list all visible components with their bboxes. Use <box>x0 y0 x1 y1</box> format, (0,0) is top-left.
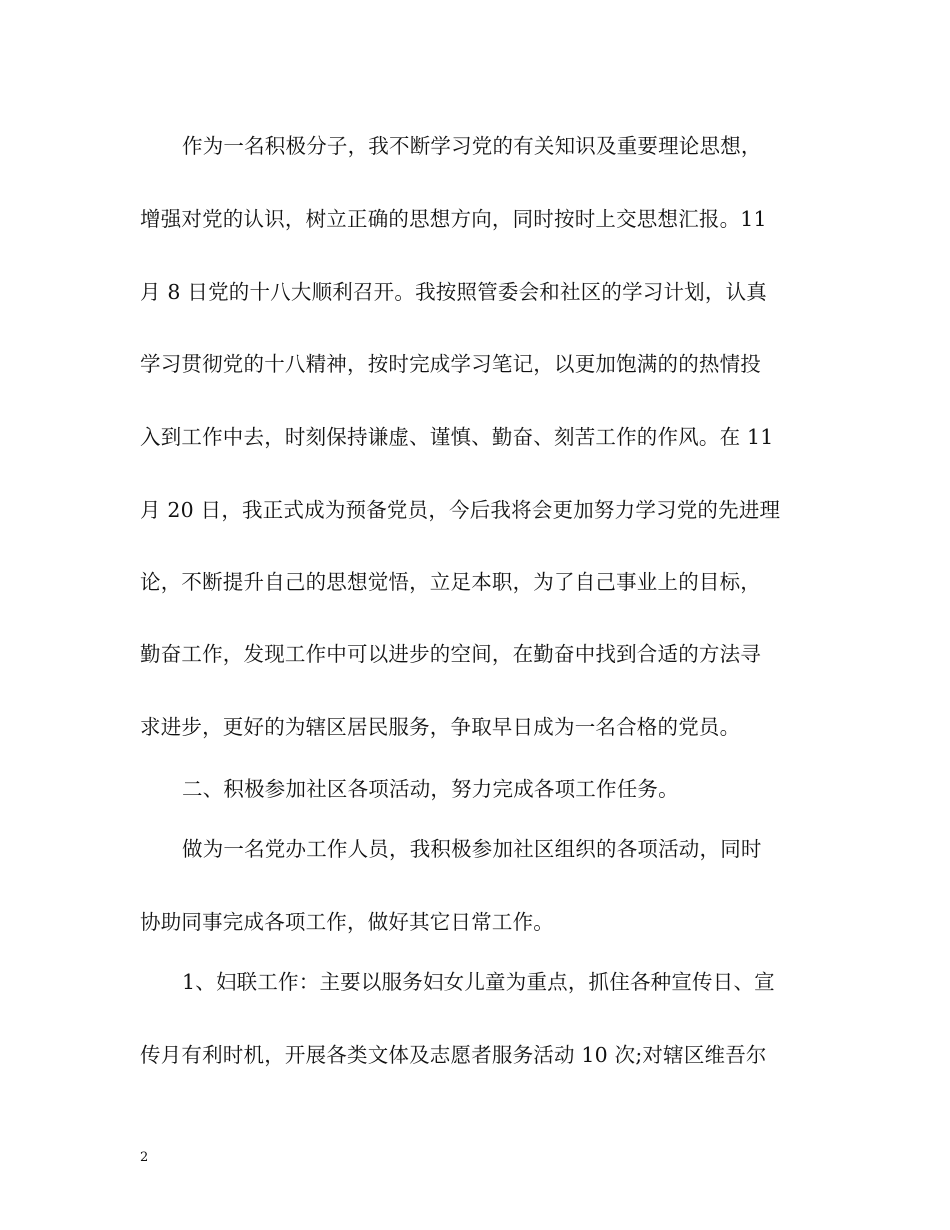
paragraph-line: 传月有利时机，开展各类文体及志愿者服务活动 10 次;对辖区维吾尔 <box>140 1043 767 1067</box>
paragraph-line: 勤奋工作，发现工作中可以进步的空间，在勤奋中找到合适的方法寻 <box>140 642 761 666</box>
paragraph-line: 月 20 日，我正式成为预备党员，今后我将会更加努力学习党的先进理 <box>140 498 781 522</box>
paragraph-line: 论，不断提升自己的思想觉悟，立足本职，为了自己事业上的目标， <box>140 570 761 594</box>
paragraph-line: 入到工作中去，时刻保持谦虚、谨慎、勤奋、刻苦工作的作风。在 11 <box>140 425 774 449</box>
paragraph-line: 学习贯彻党的十八精神，按时完成学习笔记，以更加饱满的的热情投 <box>140 352 761 376</box>
paragraph-line: 作为一名积极分子，我不断学习党的有关知识及重要理论思想， <box>182 134 762 158</box>
paragraph-line: 月 8 日党的十八大顺利召开。我按照管委会和社区的学习计划，认真 <box>140 280 767 304</box>
paragraph-line: 协助同事完成各项工作，做好其它日常工作。 <box>140 910 554 934</box>
section-heading: 二、积极参加社区各项活动，努力完成各项工作任务。 <box>182 777 679 801</box>
paragraph-line: 做为一名党办工作人员，我积极参加社区组织的各项活动，同时 <box>182 837 762 861</box>
paragraph-line: 增强对党的认识，树立正确的思想方向，同时按时上交思想汇报。11 <box>140 207 767 231</box>
page-number: 2 <box>140 1150 149 1165</box>
paragraph-line: 1、妇联工作：主要以服务妇女儿童为重点，抓住各种宣传日、宣 <box>182 970 775 994</box>
paragraph-line: 求进步，更好的为辖区居民服务，争取早日成为一名合格的党员。 <box>140 715 741 739</box>
